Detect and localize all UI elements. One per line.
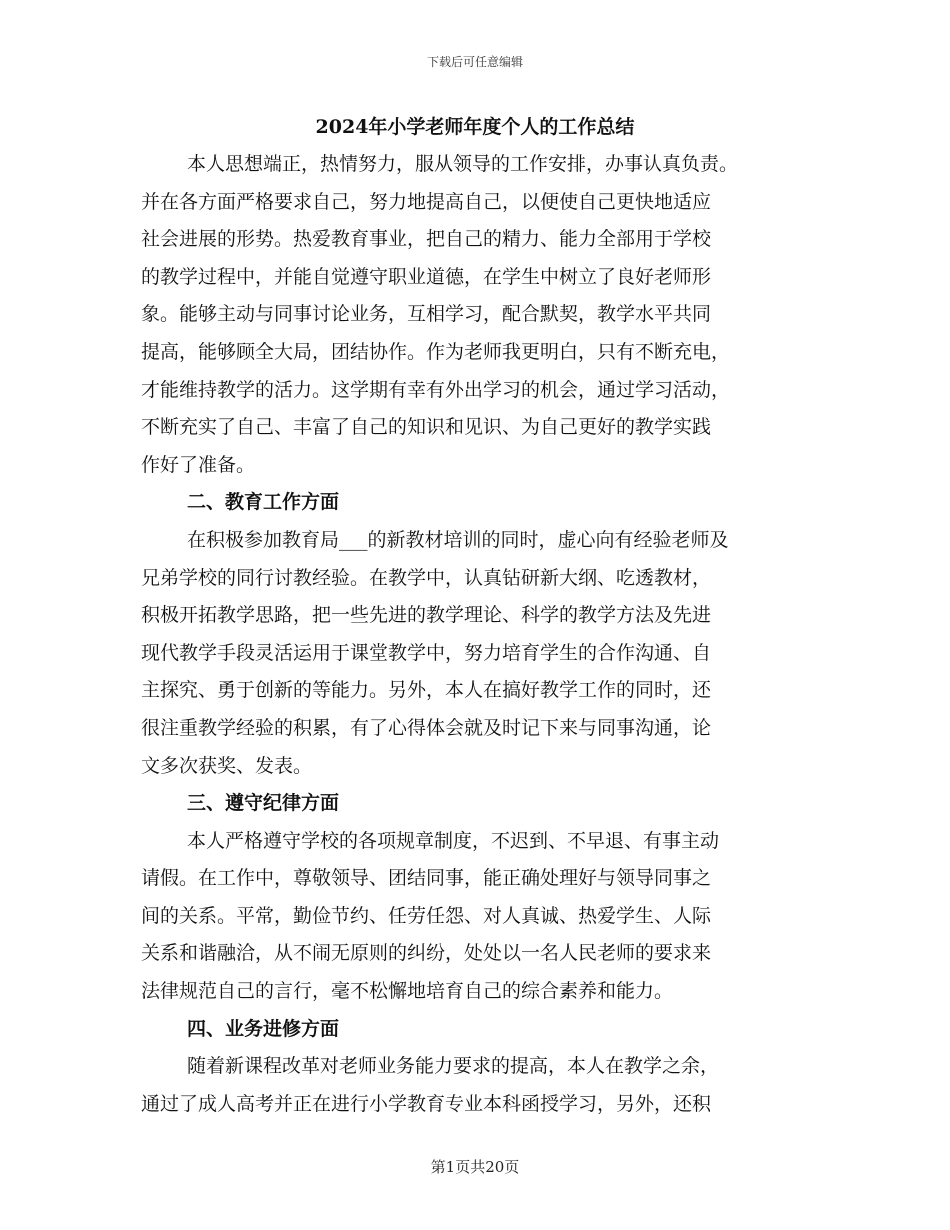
text-line: 在积极参加教育局___的新教材培训的同时，虚心向有经验老师及 bbox=[187, 528, 729, 551]
text-line: 很注重教学经验的积累，有了心得体会就及时记下来与同事沟通，论 bbox=[141, 716, 712, 739]
section-heading: 四、业务进修方面 bbox=[187, 1017, 340, 1040]
section-heading: 二、教育工作方面 bbox=[187, 491, 340, 514]
section-heading: 三、遵守纪律方面 bbox=[187, 792, 340, 815]
text-line: 作好了准备。 bbox=[141, 453, 256, 476]
document-body bbox=[141, 146, 821, 1123]
text-line: 兄弟学校的同行讨教经验。在教学中，认真钻研新大纲、吃透教材， bbox=[141, 566, 712, 589]
text-line: 本人严格遵守学校的各项规章制度，不迟到、不早退、有事主动 bbox=[187, 829, 720, 852]
text-line: 象。能够主动与同事讨论业务，互相学习，配合默契，教学水平共同 bbox=[141, 303, 712, 326]
text-line: 随着新课程改革对老师业务能力要求的提高，本人在教学之余， bbox=[187, 1055, 720, 1078]
text-line: 关系和谐融洽，从不闹无原则的纠纷，处处以一名人民老师的要求来 bbox=[141, 942, 712, 965]
text-line: 法律规范自己的言行，毫不松懈地培育自己的综合素养和能力。 bbox=[141, 980, 674, 1003]
text-line: 文多次获奖、发表。 bbox=[141, 754, 313, 777]
text-line: 本人思想端正，热情努力，服从领导的工作安排，办事认真负责。 bbox=[187, 153, 739, 175]
text-line: 才能维持教学的活力。这学期有幸有外出学习的机会，通过学习活动， bbox=[141, 378, 731, 401]
text-line: 请假。在工作中，尊敬领导、团结同事，能正确处理好与领导同事之 bbox=[141, 867, 712, 890]
text-line: 不断充实了自己、丰富了自己的知识和见识、为自己更好的教学实践 bbox=[141, 416, 712, 439]
text-line: 的教学过程中，并能自觉遵守职业道德，在学生中树立了良好老师形 bbox=[141, 265, 712, 288]
text-line: 现代教学手段灵活运用于课堂教学中，努力培育学生的合作沟通、自 bbox=[141, 641, 712, 664]
text-line: 并在各方面严格要求自己，努力地提高自己，以便使自己更快地适应 bbox=[141, 190, 712, 213]
text-line: 积极开拓教学思路，把一些先进的教学理论、科学的教学方法及先进 bbox=[141, 604, 712, 627]
text-line: 主探究、勇于创新的等能力。另外，本人在搞好教学工作的同时，还 bbox=[141, 679, 712, 702]
page-header: 下载后可任意编辑 bbox=[426, 55, 523, 69]
text-line: 间的关系。平常，勤俭节约、任劳任怨、对人真诚、热爱学生、人际 bbox=[141, 904, 712, 927]
page-footer: 第1页共20页 bbox=[430, 1158, 520, 1176]
text-line: 通过了成人高考并正在进行小学教育专业本科函授学习，另外，还积 bbox=[141, 1092, 712, 1115]
text-line: 社会进展的形势。热爱教育事业，把自己的精力、能力全部用于学校 bbox=[141, 228, 712, 251]
text-line: 提高，能够顾全大局，团结协作。作为老师我更明白，只有不断充电， bbox=[141, 340, 731, 363]
document-title: 2024年小学老师年度个人的工作总结 bbox=[315, 116, 635, 138]
